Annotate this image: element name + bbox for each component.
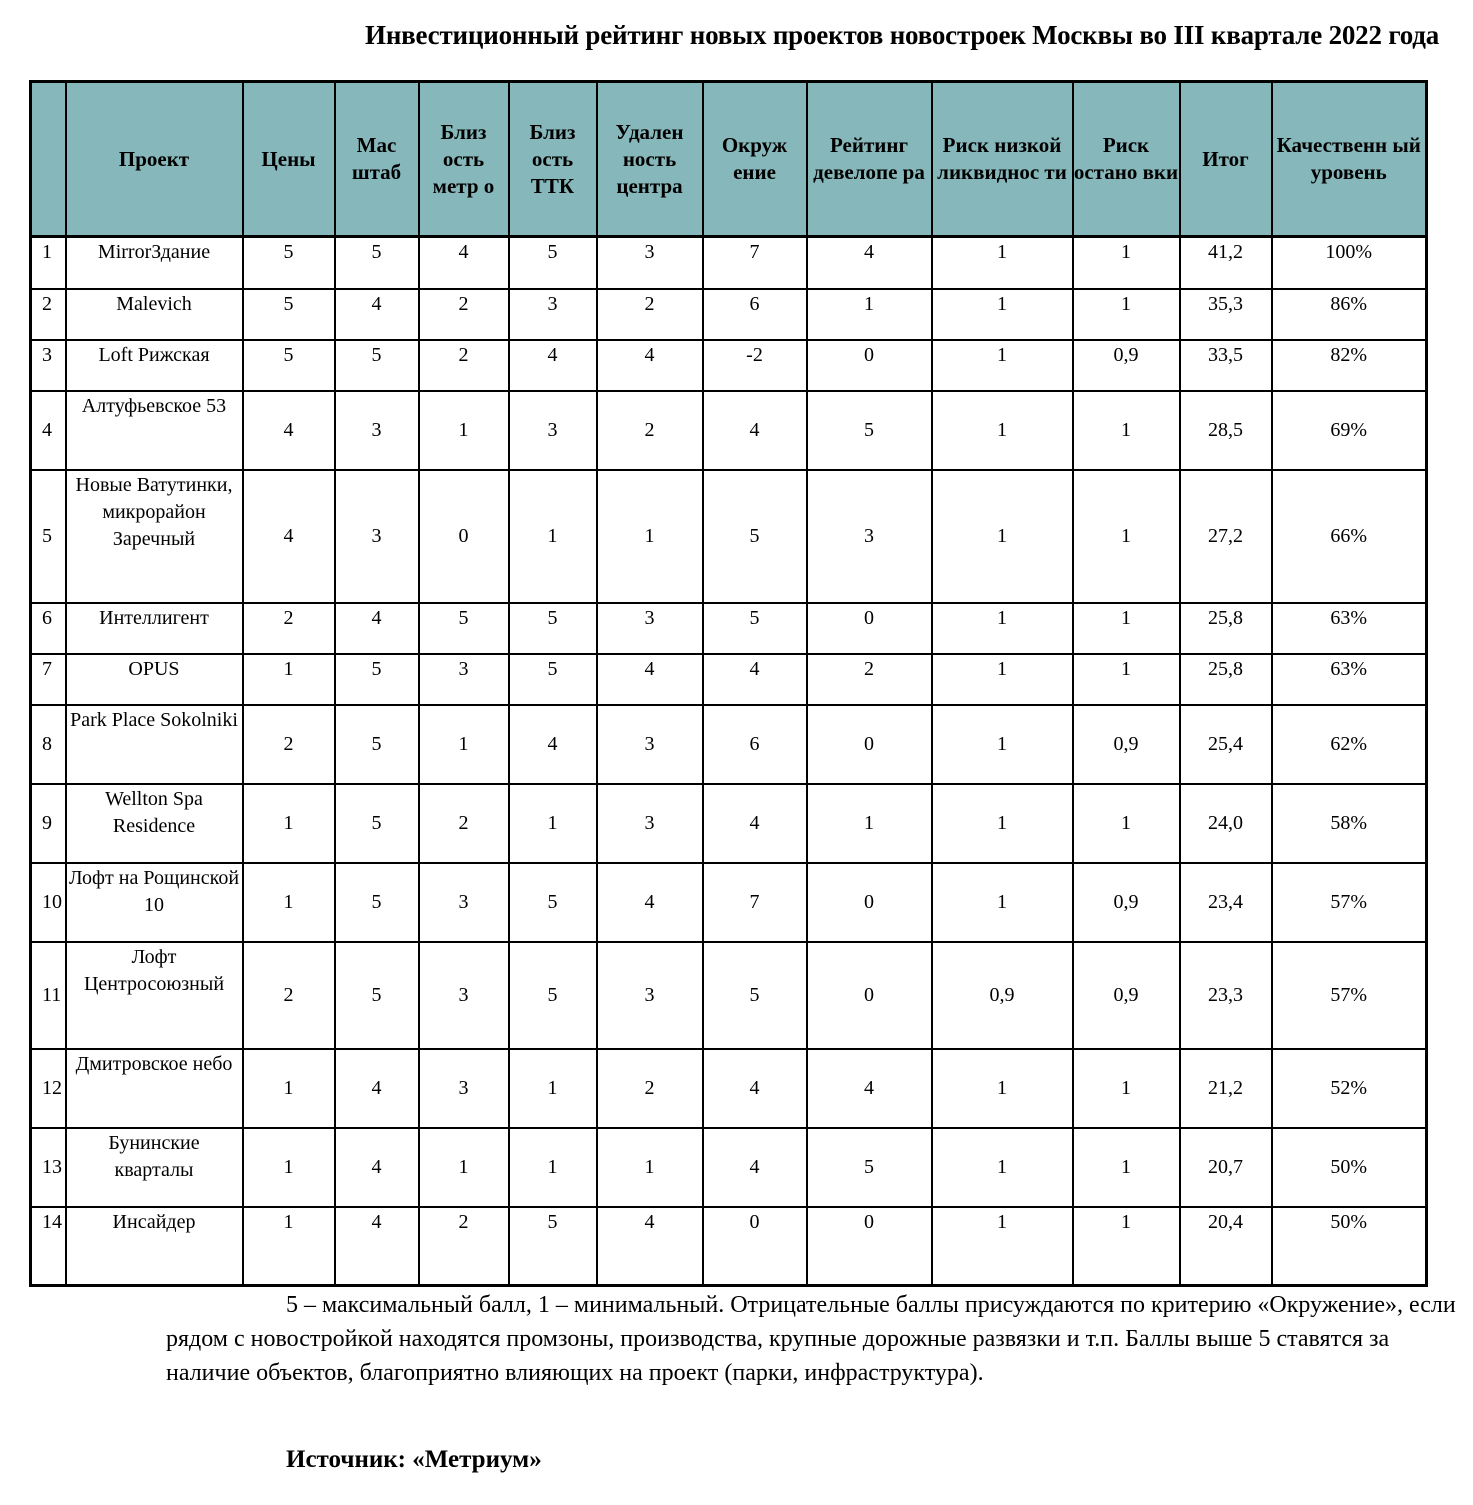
project-name: Лофт Центросоюзный xyxy=(66,942,243,1049)
developer-score: 4 xyxy=(807,237,932,289)
ttk-score: 5 xyxy=(509,1207,597,1286)
center-score: 3 xyxy=(597,237,703,289)
scale-score: 5 xyxy=(335,237,419,289)
project-name: Интеллигент xyxy=(66,603,243,654)
project-name: Malevich xyxy=(66,289,243,340)
center-score: 2 xyxy=(597,391,703,470)
prices-score: 5 xyxy=(243,340,335,391)
project-name: Бунинские кварталы xyxy=(66,1128,243,1207)
scale-score: 5 xyxy=(335,942,419,1049)
metro-score: 3 xyxy=(419,863,509,942)
footnote: 5 – максимальный балл, 1 – минимальный. Отрицательные баллы присуждаются по критерию «Окружение», если рядом с новостройкой находятся промзоны, производства, крупные дорожные развязки и т.п. Баллы выше 5 ставятся за наличие объектов, благоприятно влияющих на проект (парки, инфраструктура). xyxy=(166,1292,1456,1386)
liquidity-risk: 1 xyxy=(932,1207,1073,1286)
quality-level: 69% xyxy=(1272,391,1427,470)
source-label: Источник: «Метриум» xyxy=(286,1446,542,1473)
metro-score: 3 xyxy=(419,654,509,705)
header-developer-rating: Рейтинг девелопе ра xyxy=(807,82,932,237)
environment-score: 0 xyxy=(703,1207,807,1286)
metro-score: 2 xyxy=(419,1207,509,1286)
environment-score: 5 xyxy=(703,603,807,654)
row-number: 13 xyxy=(31,1128,66,1207)
quality-level: 62% xyxy=(1272,705,1427,784)
liquidity-risk: 0,9 xyxy=(932,942,1073,1049)
total-score: 35,3 xyxy=(1180,289,1272,340)
developer-score: 0 xyxy=(807,340,932,391)
total-score: 33,5 xyxy=(1180,340,1272,391)
stop-risk: 1 xyxy=(1073,654,1180,705)
row-number: 5 xyxy=(31,470,66,603)
quality-level: 50% xyxy=(1272,1207,1427,1286)
prices-score: 4 xyxy=(243,391,335,470)
scale-score: 5 xyxy=(335,654,419,705)
total-score: 25,4 xyxy=(1180,705,1272,784)
quality-level: 86% xyxy=(1272,289,1427,340)
stop-risk: 1 xyxy=(1073,603,1180,654)
row-number: 7 xyxy=(31,654,66,705)
ttk-score: 1 xyxy=(509,470,597,603)
developer-score: 5 xyxy=(807,1128,932,1207)
row-number: 2 xyxy=(31,289,66,340)
quality-level: 66% xyxy=(1272,470,1427,603)
table-row xyxy=(31,340,1427,391)
table-row xyxy=(31,470,1427,603)
project-name: Wellton Spa Residence xyxy=(66,784,243,863)
stop-risk: 1 xyxy=(1073,470,1180,603)
stop-risk: 1 xyxy=(1073,1128,1180,1207)
prices-score: 2 xyxy=(243,942,335,1049)
header-number xyxy=(31,82,66,237)
center-score: 2 xyxy=(597,289,703,340)
metro-score: 0 xyxy=(419,470,509,603)
total-score: 41,2 xyxy=(1180,237,1272,289)
metro-score: 4 xyxy=(419,237,509,289)
table-row xyxy=(31,603,1427,654)
metro-score: 2 xyxy=(419,340,509,391)
stop-risk: 0,9 xyxy=(1073,705,1180,784)
developer-score: 1 xyxy=(807,784,932,863)
table-body xyxy=(31,237,1427,1286)
prices-score: 1 xyxy=(243,784,335,863)
stop-risk: 1 xyxy=(1073,784,1180,863)
total-score: 20,4 xyxy=(1180,1207,1272,1286)
center-score: 1 xyxy=(597,1128,703,1207)
developer-score: 2 xyxy=(807,654,932,705)
header-quality: Качественн ый уровень xyxy=(1272,82,1427,237)
scale-score: 4 xyxy=(335,1049,419,1128)
ttk-score: 5 xyxy=(509,863,597,942)
developer-score: 5 xyxy=(807,391,932,470)
environment-score: 5 xyxy=(703,470,807,603)
ttk-score: 4 xyxy=(509,340,597,391)
environment-score: 4 xyxy=(703,654,807,705)
ttk-score: 5 xyxy=(509,237,597,289)
scale-score: 5 xyxy=(335,863,419,942)
project-name: Лофт на Рощинской 10 xyxy=(66,863,243,942)
metro-score: 1 xyxy=(419,391,509,470)
environment-score: -2 xyxy=(703,340,807,391)
center-score: 4 xyxy=(597,1207,703,1286)
prices-score: 5 xyxy=(243,289,335,340)
total-score: 24,0 xyxy=(1180,784,1272,863)
total-score: 23,3 xyxy=(1180,942,1272,1049)
prices-score: 5 xyxy=(243,237,335,289)
liquidity-risk: 1 xyxy=(932,654,1073,705)
ttk-score: 5 xyxy=(509,942,597,1049)
total-score: 20,7 xyxy=(1180,1128,1272,1207)
environment-score: 6 xyxy=(703,289,807,340)
developer-score: 3 xyxy=(807,470,932,603)
total-score: 23,4 xyxy=(1180,863,1272,942)
liquidity-risk: 1 xyxy=(932,470,1073,603)
header-total: Итог xyxy=(1180,82,1272,237)
liquidity-risk: 1 xyxy=(932,863,1073,942)
rating-table xyxy=(29,80,1428,1287)
project-name: MirrorЗдание xyxy=(66,237,243,289)
stop-risk: 1 xyxy=(1073,237,1180,289)
liquidity-risk: 1 xyxy=(932,237,1073,289)
prices-score: 1 xyxy=(243,654,335,705)
table-row xyxy=(31,289,1427,340)
header-liquidity-risk: Риск низкой ликвиднос ти xyxy=(932,82,1073,237)
ttk-score: 4 xyxy=(509,705,597,784)
environment-score: 5 xyxy=(703,942,807,1049)
quality-level: 58% xyxy=(1272,784,1427,863)
quality-level: 50% xyxy=(1272,1128,1427,1207)
liquidity-risk: 1 xyxy=(932,1049,1073,1128)
row-number: 9 xyxy=(31,784,66,863)
center-score: 4 xyxy=(597,340,703,391)
project-name: Loft Рижская xyxy=(66,340,243,391)
prices-score: 1 xyxy=(243,863,335,942)
center-score: 2 xyxy=(597,1049,703,1128)
scale-score: 3 xyxy=(335,470,419,603)
center-score: 4 xyxy=(597,654,703,705)
stop-risk: 1 xyxy=(1073,289,1180,340)
center-score: 3 xyxy=(597,784,703,863)
header-stop-risk: Риск остано вки xyxy=(1073,82,1180,237)
stop-risk: 0,9 xyxy=(1073,340,1180,391)
center-score: 1 xyxy=(597,470,703,603)
prices-score: 1 xyxy=(243,1049,335,1128)
row-number: 1 xyxy=(31,237,66,289)
center-score: 4 xyxy=(597,863,703,942)
scale-score: 4 xyxy=(335,1128,419,1207)
table-row xyxy=(31,1049,1427,1128)
stop-risk: 0,9 xyxy=(1073,863,1180,942)
ttk-score: 1 xyxy=(509,1049,597,1128)
metro-score: 3 xyxy=(419,942,509,1049)
table-row xyxy=(31,942,1427,1049)
project-name: OPUS xyxy=(66,654,243,705)
table-row xyxy=(31,1128,1427,1207)
environment-score: 7 xyxy=(703,237,807,289)
prices-score: 2 xyxy=(243,705,335,784)
stop-risk: 1 xyxy=(1073,1049,1180,1128)
metro-score: 2 xyxy=(419,289,509,340)
header-metro: Близ ость метр о xyxy=(419,82,509,237)
row-number: 4 xyxy=(31,391,66,470)
table-row xyxy=(31,1207,1427,1286)
quality-level: 100% xyxy=(1272,237,1427,289)
scale-score: 5 xyxy=(335,784,419,863)
table-row xyxy=(31,863,1427,942)
header-center-distance: Удален ность центра xyxy=(597,82,703,237)
row-number: 6 xyxy=(31,603,66,654)
total-score: 28,5 xyxy=(1180,391,1272,470)
total-score: 25,8 xyxy=(1180,654,1272,705)
prices-score: 2 xyxy=(243,603,335,654)
header-project: Проект xyxy=(66,82,243,237)
developer-score: 0 xyxy=(807,863,932,942)
header-prices: Цены xyxy=(243,82,335,237)
scale-score: 4 xyxy=(335,1207,419,1286)
environment-score: 4 xyxy=(703,1128,807,1207)
metro-score: 1 xyxy=(419,705,509,784)
row-number: 11 xyxy=(31,942,66,1049)
center-score: 3 xyxy=(597,705,703,784)
metro-score: 3 xyxy=(419,1049,509,1128)
quality-level: 63% xyxy=(1272,603,1427,654)
ttk-score: 5 xyxy=(509,654,597,705)
total-score: 21,2 xyxy=(1180,1049,1272,1128)
ttk-score: 3 xyxy=(509,289,597,340)
developer-score: 0 xyxy=(807,705,932,784)
scale-score: 4 xyxy=(335,603,419,654)
ttk-score: 1 xyxy=(509,1128,597,1207)
liquidity-risk: 1 xyxy=(932,391,1073,470)
prices-score: 1 xyxy=(243,1128,335,1207)
stop-risk: 1 xyxy=(1073,391,1180,470)
table-header-row xyxy=(31,82,1427,237)
ttk-score: 1 xyxy=(509,784,597,863)
developer-score: 0 xyxy=(807,603,932,654)
scale-score: 5 xyxy=(335,340,419,391)
total-score: 27,2 xyxy=(1180,470,1272,603)
ttk-score: 3 xyxy=(509,391,597,470)
ttk-score: 5 xyxy=(509,603,597,654)
center-score: 3 xyxy=(597,603,703,654)
prices-score: 1 xyxy=(243,1207,335,1286)
project-name: Инсайдер xyxy=(66,1207,243,1286)
row-number: 12 xyxy=(31,1049,66,1128)
prices-score: 4 xyxy=(243,470,335,603)
project-name: Новые Ватутинки, микрорайон Заречный xyxy=(66,470,243,603)
scale-score: 3 xyxy=(335,391,419,470)
scale-score: 5 xyxy=(335,705,419,784)
metro-score: 1 xyxy=(419,1128,509,1207)
header-ttk: Близ ость ТТК xyxy=(509,82,597,237)
quality-level: 57% xyxy=(1272,942,1427,1049)
quality-level: 82% xyxy=(1272,340,1427,391)
environment-score: 4 xyxy=(703,391,807,470)
table-row xyxy=(31,705,1427,784)
table-row xyxy=(31,391,1427,470)
environment-score: 4 xyxy=(703,784,807,863)
quality-level: 52% xyxy=(1272,1049,1427,1128)
stop-risk: 1 xyxy=(1073,1207,1180,1286)
project-name: Дмитровское небо xyxy=(66,1049,243,1128)
liquidity-risk: 1 xyxy=(932,1128,1073,1207)
document-title: Инвестиционный рейтинг новых проектов новостроек Москвы во III квартале 2022 года xyxy=(365,20,1439,50)
developer-score: 0 xyxy=(807,942,932,1049)
liquidity-risk: 1 xyxy=(932,289,1073,340)
environment-score: 7 xyxy=(703,863,807,942)
row-number: 8 xyxy=(31,705,66,784)
metro-score: 5 xyxy=(419,603,509,654)
row-number: 3 xyxy=(31,340,66,391)
environment-score: 6 xyxy=(703,705,807,784)
row-number: 14 xyxy=(31,1207,66,1286)
developer-score: 1 xyxy=(807,289,932,340)
header-environment: Окруж ение xyxy=(703,82,807,237)
table-row xyxy=(31,654,1427,705)
quality-level: 63% xyxy=(1272,654,1427,705)
header-scale: Мас штаб xyxy=(335,82,419,237)
scale-score: 4 xyxy=(335,289,419,340)
table-row xyxy=(31,784,1427,863)
total-score: 25,8 xyxy=(1180,603,1272,654)
liquidity-risk: 1 xyxy=(932,603,1073,654)
metro-score: 2 xyxy=(419,784,509,863)
liquidity-risk: 1 xyxy=(932,784,1073,863)
liquidity-risk: 1 xyxy=(932,340,1073,391)
row-number: 10 xyxy=(31,863,66,942)
project-name: Park Place Sokolniki xyxy=(66,705,243,784)
center-score: 3 xyxy=(597,942,703,1049)
developer-score: 0 xyxy=(807,1207,932,1286)
developer-score: 4 xyxy=(807,1049,932,1128)
project-name: Алтуфьевское 53 xyxy=(66,391,243,470)
quality-level: 57% xyxy=(1272,863,1427,942)
table-row xyxy=(31,237,1427,289)
environment-score: 4 xyxy=(703,1049,807,1128)
liquidity-risk: 1 xyxy=(932,705,1073,784)
stop-risk: 0,9 xyxy=(1073,942,1180,1049)
